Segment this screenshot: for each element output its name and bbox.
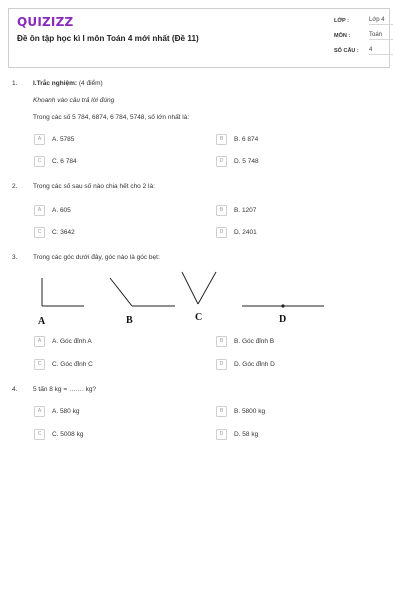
option-letter-box: C [34,156,45,167]
option-letter-box: C [34,429,45,440]
option-letter-box: B [216,205,227,216]
angle-a [42,278,84,306]
option-text: C. Góc đỉnh C [52,361,93,368]
option-text: A. 580 kg [52,408,80,415]
option-text: C. 6 784 [52,158,77,165]
option-letter-box: B [216,336,227,347]
option-text: A. 5785 [52,136,75,143]
document-title: Đề ôn tập học kì I môn Toán 4 mới nhất (Đề 11) [17,34,199,43]
option-text: B. 6 874 [234,136,259,143]
option-letter-box: C [34,359,45,370]
option-letter-box: A [34,406,45,417]
option-text: D. 2401 [234,229,257,236]
question-number: 2. [12,183,18,190]
question-number: 1. [12,80,18,87]
option-letter-box: A [34,336,45,347]
option-letter-box: D [216,359,227,370]
question-number: 3. [12,254,18,261]
question-count-label: SỐ CÂU : [334,48,359,54]
question-number: 4. [12,386,18,393]
question-1-text: Trong các số 5 784, 6874, 6 784, 5748, số lớn nhất là: [33,114,190,121]
section-points: (4 điểm) [77,80,103,87]
option-d[interactable] [216,227,257,238]
option-a[interactable] [34,336,92,347]
question-2-text: Trong các số sau số nào chia hết cho 2 là: [33,183,155,190]
option-text: D. 58 kg [234,431,259,438]
option-text: B. 1207 [234,207,257,214]
angle-label-b: B [126,315,133,326]
angle-b [110,278,175,306]
question-4-text: 5 tấn 8 kg = ……. kg? [33,386,97,393]
option-b[interactable] [216,134,258,145]
option-letter-box: C [34,227,45,238]
angle-d [242,304,324,307]
option-text: B. Góc đỉnh B [234,338,275,345]
class-label: LỚP : [334,18,349,24]
angle-label-a: A [38,316,46,327]
option-c[interactable] [34,227,75,238]
option-a[interactable] [34,134,74,145]
question-3-text: Trong các góc dưới đây, góc nào là góc bẹt: [33,254,160,261]
option-text: C. 3642 [52,229,75,236]
worksheet-header [8,8,390,68]
option-a[interactable] [34,205,71,216]
option-letter-box: B [216,406,227,417]
angle-label-d: D [279,314,287,325]
option-letter-box: A [34,134,45,145]
option-d[interactable] [216,359,275,370]
option-d[interactable] [216,156,259,167]
option-c[interactable] [34,429,83,440]
angle-label-c: C [195,312,203,323]
option-b[interactable] [216,406,265,417]
option-letter-box: A [34,205,45,216]
option-text: D. Góc đỉnh D [234,361,275,368]
class-value: Lớp 4 [369,17,393,25]
subject-value: Toán [369,32,393,40]
angle-c [182,272,216,304]
option-c[interactable] [34,359,93,370]
option-letter-box: D [216,227,227,238]
option-text: C. 5008 kg [52,431,84,438]
option-text: A. Góc đỉnh A [52,338,92,345]
question-1-instruction: Khoanh vào câu trả lời đúng [33,97,115,104]
option-letter-box: B [216,134,227,145]
option-a[interactable] [34,406,79,417]
option-text: B. 5800 kg [234,408,266,415]
question-count-value: 4 [369,47,393,55]
option-letter-box: D [216,429,227,440]
section-heading: I.Trắc nghiệm: [33,80,78,87]
option-text: D. 5 748 [234,158,259,165]
option-c[interactable] [34,156,77,167]
subject-label: MÔN : [334,33,351,39]
angles-figure [30,266,330,328]
option-letter-box: D [216,156,227,167]
option-text: A. 605 [52,207,71,214]
option-b[interactable] [216,336,274,347]
quizizz-logo: QUIZIZZ [17,15,74,29]
option-b[interactable] [216,205,256,216]
question-1-heading [33,80,103,87]
option-d[interactable] [216,429,258,440]
